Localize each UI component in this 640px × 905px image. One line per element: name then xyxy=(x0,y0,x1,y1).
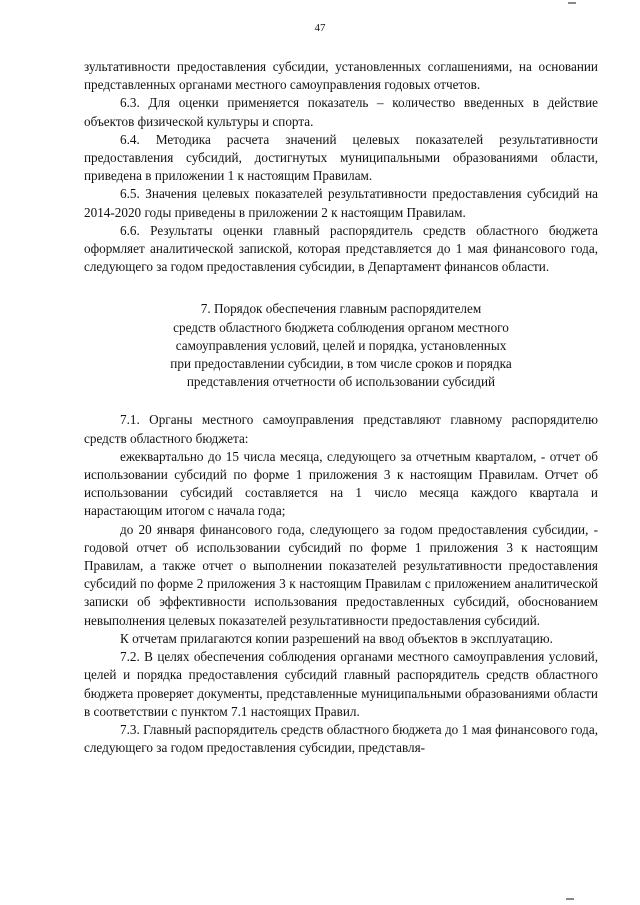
heading-line: 7. Порядок обеспечения главным распорядителем xyxy=(200,301,482,317)
paragraph-7-1: 7.1. Органы местного самоуправления представляют главному распорядителю средств областного бюджета: xyxy=(84,412,598,446)
paragraphs-section-6 xyxy=(84,58,598,276)
heading-line: при предоставлении субсидии, в том числе сроков и порядка xyxy=(170,356,512,372)
section-7-heading xyxy=(84,300,598,391)
paragraph-6-4: 6.4. Методика расчета значений целевых показателей результативности предоставления субсидий, достигнутых муниципальными образованиями области, приведена в приложении 1 к настоящим Правилам. xyxy=(84,131,598,184)
paragraph-7-1-c: К отчетам прилагаются копии разрешений на ввод объектов в эксплуатацию. xyxy=(120,630,553,646)
page-number: 47 xyxy=(314,22,326,34)
scan-mark-top-right xyxy=(568,2,576,4)
paragraph-7-1-b: до 20 января финансового года, следующего за годом предоставления субсидии, - годовой отчет об использовании субсидий по форме 1 приложения 3 к настоящим Правилам, а также отчет о выполнении показателей результативности предоставления субсидий по форме 2 приложения 3 к настоящим Правилам с приложением аналитической записки об эффективности использования предоставленных субсидий, обоснованием невыполнения целевых показателей результативности предоставления субсидий. xyxy=(84,521,598,628)
paragraph-6-6: 6.6. Результаты оценки главный распорядитель средств областного бюджета оформляет аналитической запиской, которая представляется до 1 мая финансового года, следующего за годом предоставления субсидии, в Департамент финансов области. xyxy=(84,222,598,275)
paragraph-7-2: 7.2. В целях обеспечения соблюдения органами местного самоуправления условий, целей и порядка предоставления субсидий главный распорядитель средств областного бюджета проверяет документы, представленные муниципальными образованиями области в соответствии с пунктом 7.1 настоящих Правил. xyxy=(84,649,598,719)
heading-line: средств областного бюджета соблюдения органом местного xyxy=(173,319,509,335)
paragraph-6-5: 6.5. Значения целевых показателей результативности предоставления субсидий на 2014-2020 годы приведены в приложении 2 к настоящим Правилам. xyxy=(84,186,598,220)
heading-line: представления отчетности об использовании субсидий xyxy=(186,374,496,390)
paragraph-7-3: 7.3. Главный распорядитель средств областного бюджета до 1 мая финансового года, следующего за годом предоставления субсидии, представля- xyxy=(84,721,598,756)
paragraph-cont: зультативности предоставления субсидии, установленных соглашениями, на основании представленных органами местного самоуправления годовых отчетов. xyxy=(84,59,598,93)
paragraph-7-1-a: ежеквартально до 15 числа месяца, следующего за отчетным кварталом, - отчет об использовании субсидий по форме 1 приложения 3 к настоящим Правилам. Отчет об использовании субсидий составляется на 1 число месяца каждого квартала и нарастающим итогом с начала года; xyxy=(84,448,598,519)
document-body xyxy=(84,58,598,757)
paragraphs-section-7 xyxy=(84,411,598,757)
paragraph-6-3: 6.3. Для оценки применяется показатель – количество введенных в действие объектов физической культуры и спорта. xyxy=(84,95,598,129)
heading-line: самоуправления условий, целей и порядка, установленных xyxy=(175,337,507,353)
scan-mark-bottom-right xyxy=(566,898,574,900)
